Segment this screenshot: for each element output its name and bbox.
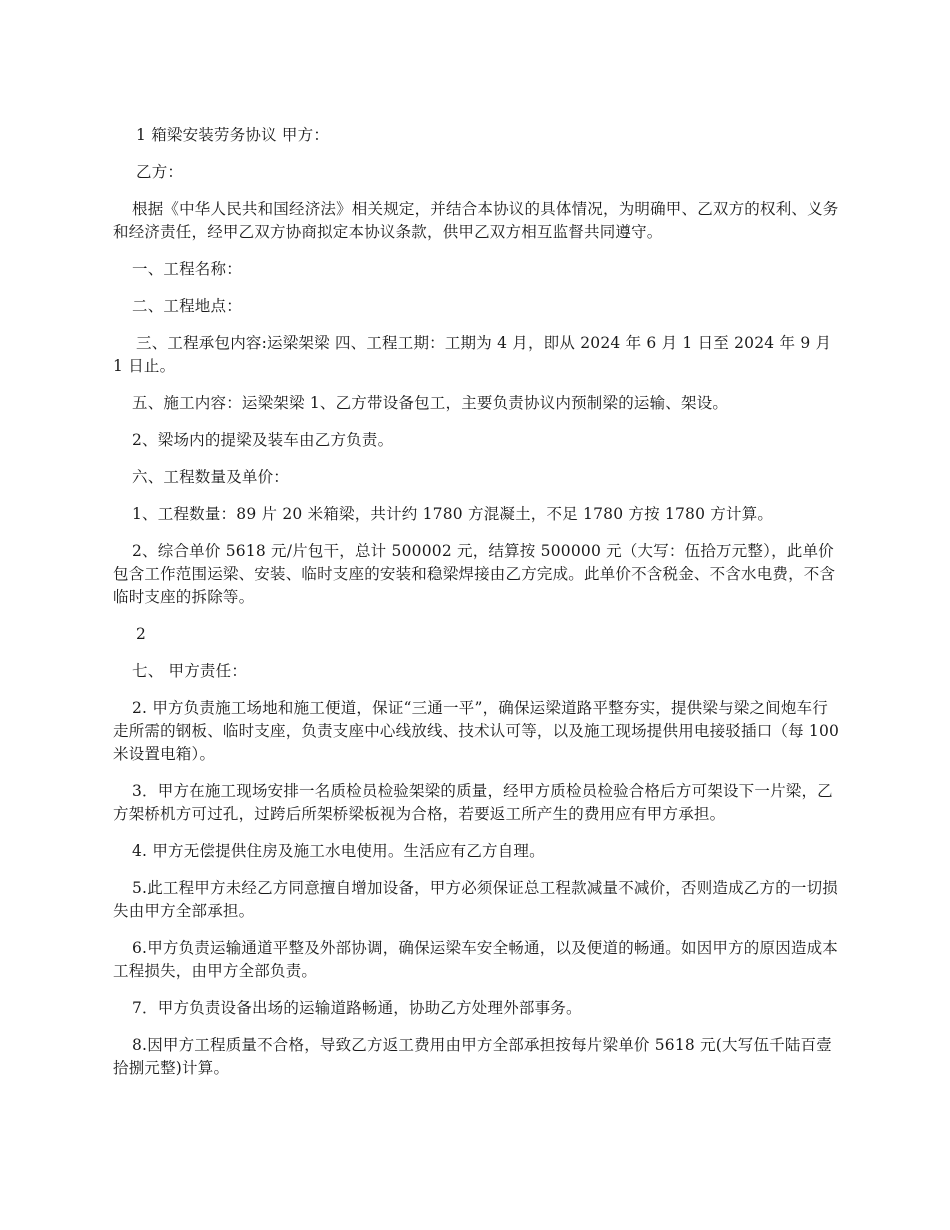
clause-party-a-7: 7．甲方负责设备出场的运输道路畅通，协助乙方处理外部事务。 <box>132 999 582 1017</box>
agreement-title-line: 1 箱梁安装劳务协议 甲方： <box>136 126 330 144</box>
section-project-location: 二、工程地点： <box>132 297 242 315</box>
section-scope-and-duration: 三、工程承包内容:运梁架梁 四、工程工期：工期为 4 月，即从 2024 年 6 月 1 日至 2024 年 9 月 1 日止。 <box>113 334 832 375</box>
clause-quantity: 1、工程数量：89 片 20 米箱梁，共计约 1780 方混凝土，不足 1780 方按 1780 方计算。 <box>132 505 774 523</box>
section-construction-content: 五、施工内容：运梁架梁 1、乙方带设备包工，主要负责协议内预制梁的运输、架设。 <box>132 394 729 412</box>
preamble-paragraph: 根据《中华人民共和国经济法》相关规定，并结合本协议的具体情况，为明确甲、乙双方的权利、义务和经济责任，经甲乙双方协商拟定本协议条款，供甲乙双方相互监督共同遵守。 <box>113 200 839 241</box>
clause-party-a-3: 3．甲方在施工现场安排一名质检员检验架梁的质量，经甲方质检员检验合格后方可架设下一片梁，乙方架桥机方可过孔，过跨后所架桥梁板视为合格，若要返工所产生的费用应有甲方承担。 <box>113 782 833 823</box>
clause-unit-price: 2、综合单价 5618 元/片包干，总计 500002 元，结算按 500000 元（大写：伍拾万元整），此单价包含工作范围运梁、安装、临时支座的安装和稳梁焊接由乙方完成。此单价不含税金、不含水电费，不含临时支座的拆除等。 <box>113 542 836 606</box>
clause-party-a-2: 2. 甲方负责施工场地和施工便道，保证“三通一平”，确保运梁道路平整夯实，提供梁与梁之间炮车行走所需的钢板、临时支座，负责支座中心线放线、技术认可等，以及施工现场提供用电接驳插口（每 100 米设置电箱）。 <box>113 699 840 763</box>
section-project-name: 一、工程名称： <box>132 260 242 278</box>
section-quantity-and-price: 六、工程数量及单价： <box>132 468 290 486</box>
section-party-a-responsibility: 七、 甲方责任： <box>132 662 248 680</box>
document-body <box>113 124 843 1094</box>
party-b-line: 乙方： <box>136 163 184 181</box>
clause-beam-lifting: 2、梁场内的提梁及装车由乙方负责。 <box>132 431 394 449</box>
clause-party-a-8: 8.因甲方工程质量不合格，导致乙方返工费用由甲方全部承担按每片梁单价 5618 元(大写伍千陆百壹拾捌元整)计算。 <box>113 1036 832 1077</box>
clause-party-a-4: 4. 甲方无偿提供住房及施工水电使用。生活应有乙方自理。 <box>132 842 545 860</box>
page-number-marker: 2 <box>136 625 147 643</box>
clause-party-a-6: 6.甲方负责运输通道平整及外部协调，确保运梁车安全畅通，以及便道的畅通。如因甲方的原因造成本工程损失，由甲方全部负责。 <box>113 939 838 980</box>
clause-party-a-5: 5.此工程甲方未经乙方同意擅自增加设备，甲方必须保证总工程款减量不减价，否则造成乙方的一切损失由甲方全部承担。 <box>113 879 838 920</box>
